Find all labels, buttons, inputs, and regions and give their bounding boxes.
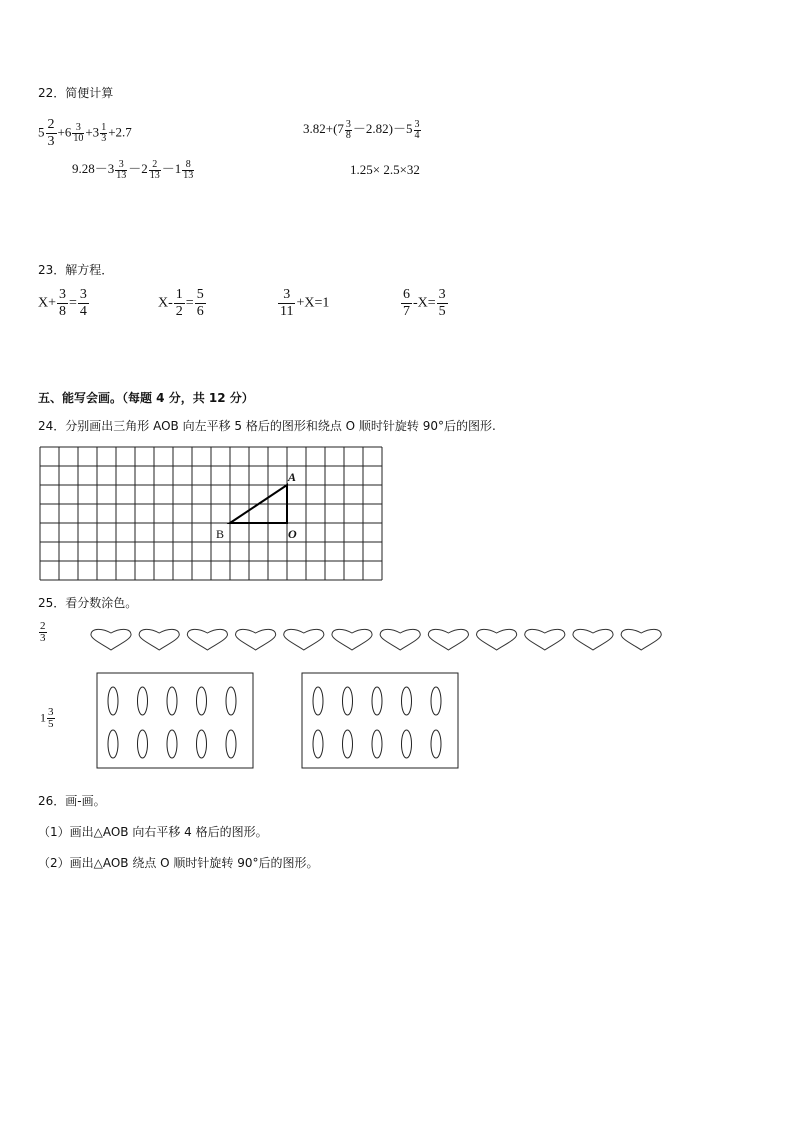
expr-mid: －2.82)－5 xyxy=(352,121,413,136)
eq-suffix: +X=1 xyxy=(296,295,330,311)
expression-4: 1.25× 2.5×32 xyxy=(350,162,420,177)
oval-shape[interactable] xyxy=(372,730,382,758)
fraction: $\frac{1}{2}$ xyxy=(175,287,183,319)
question-23-title: 23．解方程． xyxy=(38,263,114,277)
fraction: $\frac{1}{3}$ xyxy=(101,122,107,144)
eq-prefix: X- xyxy=(158,295,173,311)
question-26-item-1: （1）画出△AOB 向右平移 4 格后的图形。 xyxy=(38,825,268,839)
operator: +3 xyxy=(85,124,100,140)
fraction: $\frac{3}{5}$ xyxy=(438,287,446,319)
oval-shape[interactable] xyxy=(313,730,323,758)
oval-shape[interactable] xyxy=(402,687,412,715)
oval-shape[interactable] xyxy=(226,687,236,715)
fraction: $\frac{3}{13}$ xyxy=(116,158,127,181)
oval-shape[interactable] xyxy=(431,730,441,758)
oval-shape[interactable] xyxy=(343,687,353,715)
eq-prefix: X+ xyxy=(38,295,57,311)
fraction-two-thirds: $\frac{2}{3}$ xyxy=(40,620,46,644)
fraction: $\frac{3}{4}$ xyxy=(414,118,420,141)
fraction: $\frac{3}{11}$ xyxy=(280,287,294,319)
question-22-title: 22．简便计算 xyxy=(38,86,114,100)
fraction: $\frac{6}{7}$ xyxy=(403,287,410,319)
equals-sign: = xyxy=(185,295,194,311)
question-25-title: 25．看分数涂色。 xyxy=(38,596,138,610)
oval-shape[interactable] xyxy=(313,687,323,715)
equals-sign: = xyxy=(69,295,77,311)
oval-shape[interactable] xyxy=(108,687,118,715)
oval-shape[interactable] xyxy=(167,687,177,715)
mixed-number-one-three-fifths: 1 $\frac{3}{5}$ xyxy=(40,706,54,730)
operator: －2 xyxy=(128,161,148,176)
fraction: $\frac{3}{8}$ xyxy=(59,287,67,319)
fraction: $\frac{3}{10}$ xyxy=(73,122,84,144)
whole: 5 xyxy=(38,124,45,140)
oval-shape[interactable] xyxy=(343,730,353,758)
oval-shape[interactable] xyxy=(138,687,148,715)
operator: －1 xyxy=(161,161,182,176)
fraction: $\frac{2}{3}$ xyxy=(47,117,55,149)
oval-shape[interactable] xyxy=(226,730,236,758)
operator: +6 xyxy=(57,124,72,140)
oval-shape[interactable] xyxy=(402,730,412,758)
fraction: $\frac{5}{6}$ xyxy=(196,287,204,319)
expr-head: 9.28－3 xyxy=(72,161,115,176)
fraction: $\frac{2}{13}$ xyxy=(149,158,160,181)
expr-head: 3.82+(7 xyxy=(303,121,344,136)
eq-mid: -X= xyxy=(413,295,436,311)
section-5-title: 五、能写会画。（每题 4 分，共 12 分） xyxy=(38,391,254,405)
question-24-title: 24．分别画出三角形 AOB 向左平移 5 格后的图形和绕点 O 顺时针旋转 90°后的图形. xyxy=(38,419,496,433)
fraction: $\frac{3}{8}$ xyxy=(345,118,351,141)
label-b: B xyxy=(216,527,225,541)
oval-shape[interactable] xyxy=(197,687,207,715)
question-26-title: 26．画-画。 xyxy=(38,794,106,808)
oval-shape[interactable] xyxy=(108,730,118,758)
oval-shape[interactable] xyxy=(197,730,207,758)
fraction: $\frac{3}{4}$ xyxy=(79,287,87,319)
fraction: $\frac{8}{13}$ xyxy=(183,158,194,181)
oval-shape[interactable] xyxy=(372,687,382,715)
question-26-item-2: （2）画出△AOB 绕点 O 顺时针旋转 90°后的图形。 xyxy=(38,856,319,870)
oval-shape[interactable] xyxy=(167,730,177,758)
label-o: O xyxy=(288,527,297,541)
oval-shape[interactable] xyxy=(431,687,441,715)
operator: +2.7 xyxy=(108,124,132,140)
oval-shape[interactable] xyxy=(138,730,148,758)
label-a: A xyxy=(288,470,297,484)
